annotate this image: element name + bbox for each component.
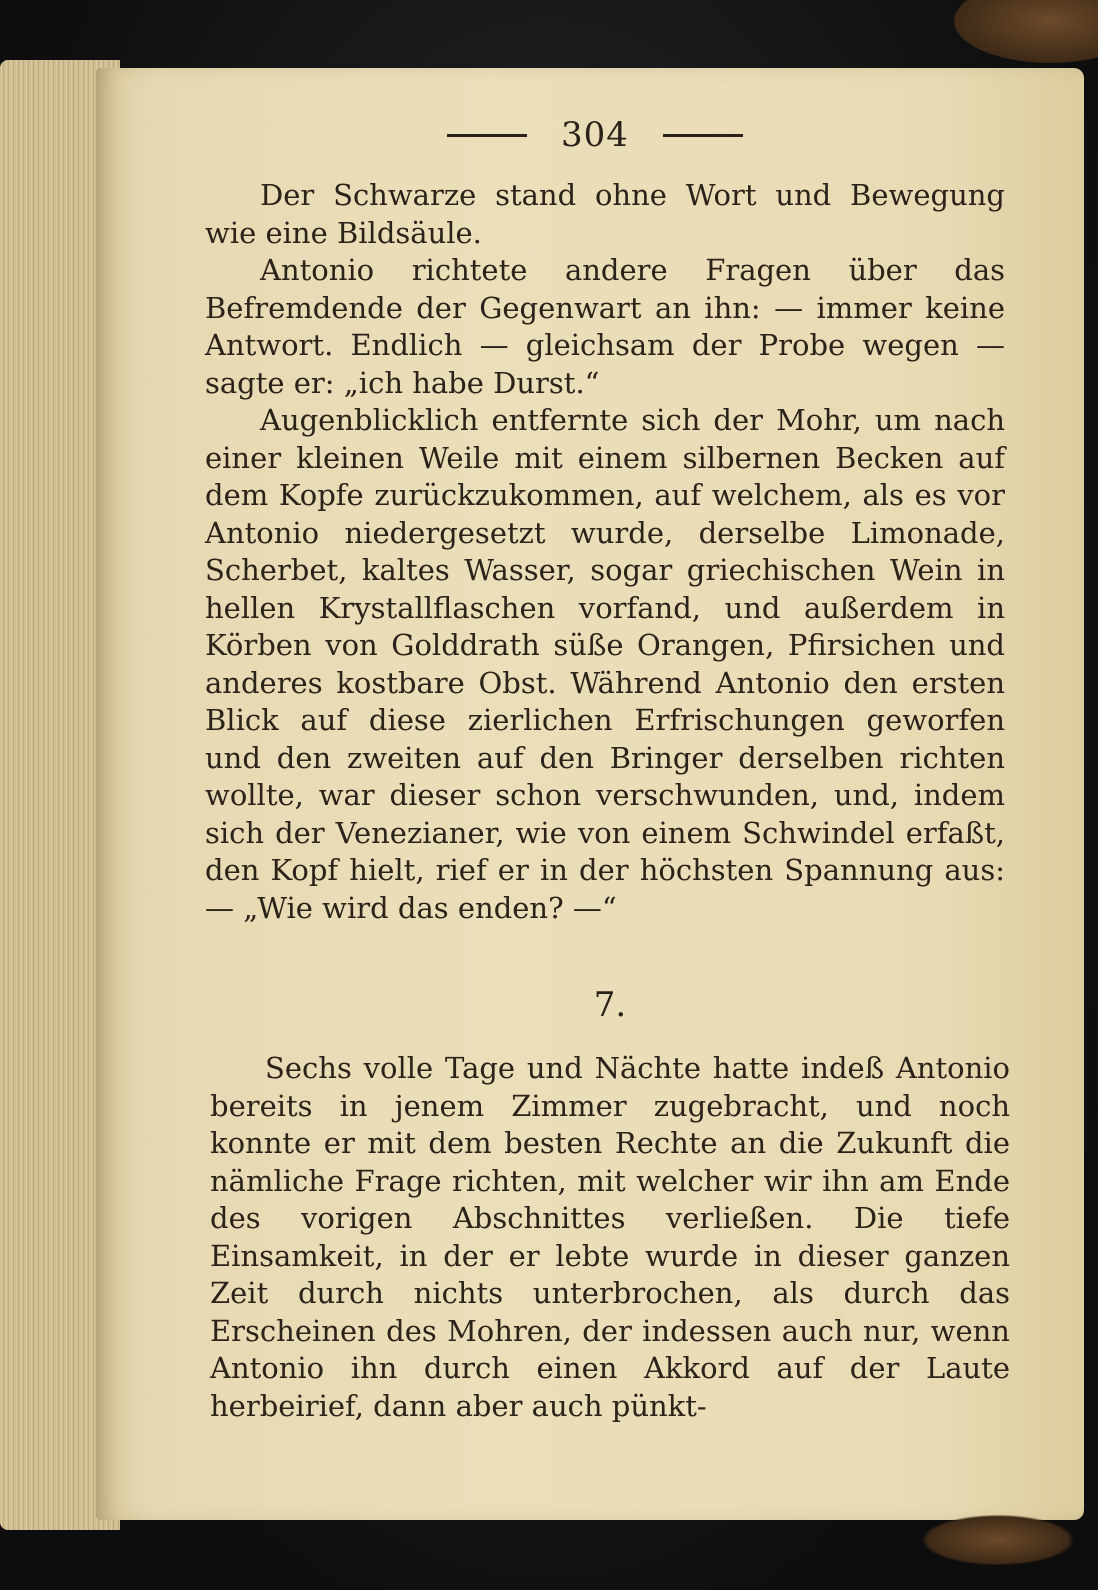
page-header [430,110,760,160]
paragraph-1: Der Schwarze stand ohne Wort und Bewegung wie eine Bildsäule. [205,178,1005,250]
paragraph-3: Augenblicklich entfernte sich der Mohr, um nach einer kleinen Weile mit einem silbernen Becken auf dem Kopfe zurückzukommen, auf welchem, als es vor Antonio niedergesetzt wurde, derselbe Limonade, Scherbet, kaltes Wasser, sogar griechischen Wein in hellen Krystallflaschen vorfand, und außerdem in Körben von Golddrath süße Orangen, Pfirsichen und anderes kostbare Obst. Während Antonio den ersten Blick auf diese zierlichen Erfrischungen geworfen und den zweiten auf den Bringer derselben richten wollte, war dieser schon verschwunden, und, indem sich der Venezianer, wie von einem Schwindel erfaßt, den Kopf hielt, rief er in der höchsten Spannung aus: — „Wie wird das enden? —“ [205,403,1005,925]
section-paragraph-1: Sechs volle Tage und Nächte hatte indeß Antonio bereits in jenem Zimmer zugebracht, und noch konnte er mit dem besten Rechte an die Zukunft die nämliche Frage richten, mit welcher wir ihn am Ende des vorigen Abschnittes verließen. Die tiefe Einsamkeit, in der er lebte wurde in dieser ganzen Zeit durch nichts unterbrochen, als durch das Erscheinen des Mohren, der indessen auch nur, wenn Antonio ihn durch einen Akkord auf der Laute herbeirief, dann aber auch pünkt- [210,1051,1010,1423]
bottom-stain [908,1510,1088,1570]
text-block-1 [205,177,1005,927]
header-dash-right [663,134,743,137]
header-dash-left [447,134,527,137]
section-number: 7. [593,985,627,1025]
page-number: 304 [561,115,629,155]
corner-stain [938,0,1098,70]
text-block-2 [210,1050,1010,1425]
paragraph-2: Antonio richtete andere Fragen über das Befremdende der Gegenwart an ihn: — immer keine Antwort. Endlich — gleichsam der Probe wegen — sagte er: „ich habe Durst.“ [205,253,1005,400]
